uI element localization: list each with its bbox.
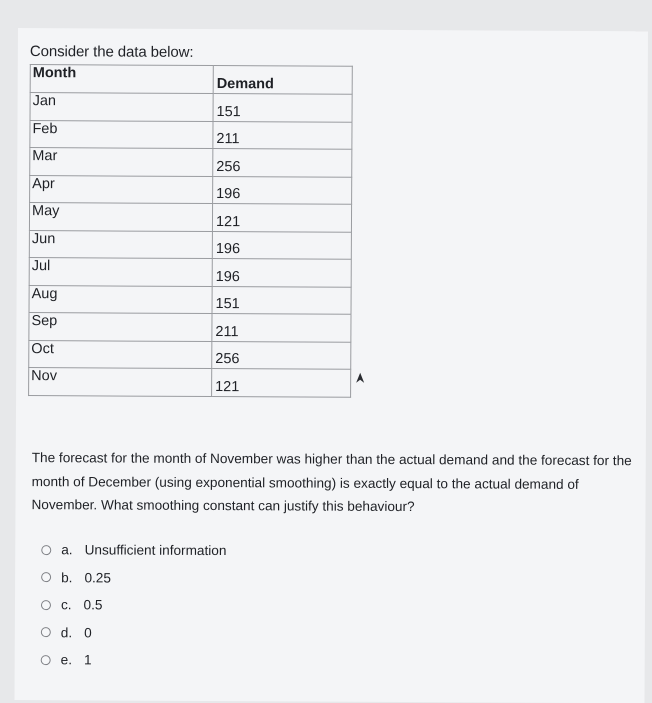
mouse-cursor-icon: [355, 372, 365, 384]
table-row: [29, 203, 351, 232]
demand-cell: 196: [212, 259, 351, 287]
demand-cell: 256: [213, 149, 352, 177]
month-cell: Nov: [29, 368, 212, 396]
month-cell: Sep: [29, 313, 212, 341]
demand-cell: 211: [213, 121, 352, 149]
table-row: [30, 120, 352, 149]
table-row: [30, 93, 352, 122]
demand-cell: 151: [212, 286, 351, 314]
table-row: [29, 285, 351, 314]
option-letter: b.: [61, 569, 73, 586]
month-cell: Jun: [29, 230, 212, 258]
option-letter: c.: [60, 597, 72, 613]
option-letter: d.: [60, 624, 73, 641]
table-row: [29, 313, 351, 342]
month-cell: May: [29, 203, 212, 231]
month-cell: Apr: [30, 175, 213, 203]
question-text: The forecast for the month of November was higher than the actual demand and the forecast for the month of December (using exponential smoothing) is exactly equal to the actual demand of November. What smoothing constant can justify this behaviour?: [31, 450, 632, 515]
demand-cell: 121: [212, 369, 351, 397]
option-letter: e.: [60, 652, 73, 668]
option-letter: a.: [61, 542, 73, 558]
question-card: [14, 28, 648, 703]
month-cell: Feb: [30, 120, 213, 148]
column-header-month: Month: [30, 65, 213, 94]
table-row: [30, 148, 352, 177]
option-a[interactable]: [41, 536, 226, 564]
radio-button-icon[interactable]: [41, 655, 51, 665]
option-c[interactable]: [41, 591, 226, 619]
option-label[interactable]: 0.5: [83, 597, 103, 613]
month-cell: Jul: [29, 258, 212, 286]
column-header-demand: Demand: [213, 66, 352, 95]
radio-button-icon[interactable]: [41, 627, 51, 637]
intro-text: Consider the data below:: [29, 43, 194, 61]
radio-button-icon[interactable]: [41, 572, 51, 582]
option-label[interactable]: Unsufficient information: [84, 542, 227, 559]
radio-button-icon[interactable]: [41, 600, 51, 610]
table-row: [29, 340, 351, 369]
table-header-row: [30, 65, 352, 95]
table-row: [29, 230, 351, 259]
demand-cell: 211: [212, 314, 351, 342]
month-cell: Mar: [30, 148, 213, 176]
option-b[interactable]: [41, 564, 226, 592]
demand-cell: 256: [212, 341, 351, 369]
table-row: [30, 175, 352, 204]
month-cell: Oct: [29, 340, 212, 368]
option-label[interactable]: 0.25: [84, 570, 111, 586]
option-d[interactable]: [41, 619, 226, 647]
demand-cell: 121: [212, 204, 351, 232]
demand-table: [28, 64, 353, 397]
option-e[interactable]: [41, 646, 226, 674]
answer-options: [41, 536, 227, 674]
demand-cell: 196: [213, 176, 352, 204]
radio-button-icon[interactable]: [41, 545, 51, 555]
month-cell: Aug: [29, 285, 212, 313]
option-label[interactable]: 1: [83, 652, 92, 668]
table-row: [29, 258, 351, 287]
option-label[interactable]: 0: [84, 625, 92, 641]
demand-cell: 151: [213, 94, 352, 122]
demand-cell: 196: [212, 231, 351, 259]
table-row: [29, 368, 351, 397]
month-cell: Jan: [30, 93, 213, 121]
